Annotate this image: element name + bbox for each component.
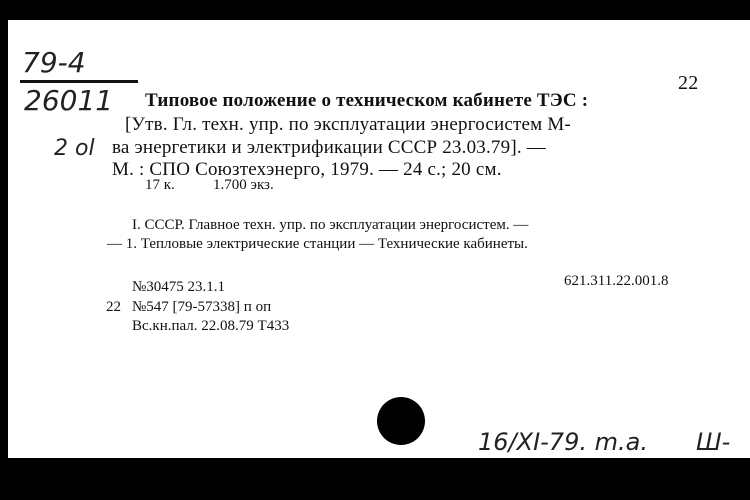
udc-number: 621.311.22.001.8: [564, 273, 669, 289]
entry-price: 17 к.: [145, 177, 175, 193]
entry-line-2: [Утв. Гл. техн. упр. по эксплуатации энергосистем М-: [125, 114, 571, 135]
footer-line-2-prefix: 22: [106, 299, 121, 315]
handwritten-code-bottom: 26011: [24, 84, 114, 117]
handwritten-underline: [20, 80, 138, 83]
card-number: 22: [678, 72, 699, 94]
tracing-line-1: I. СССР. Главное техн. упр. по эксплуатации энергосистем. —: [132, 217, 529, 233]
footer-line-2: №547 [79-57338] п оп: [132, 299, 272, 315]
entry-line-4: М. : СПО Союзтехэнерго, 1979. — 24 с.; 20 см.: [112, 159, 502, 180]
entry-title: Типовое положение о техническом кабинете ТЭС :: [145, 90, 589, 111]
handwritten-date: 16/XI-79. m.a.: [478, 428, 648, 456]
entry-copies: 1.700 экз.: [213, 177, 274, 193]
handwritten-margin-note: 2 ol: [54, 136, 95, 161]
footer-line-1: №30475 23.1.1: [132, 279, 226, 295]
tracing-line-2: — 1. Тепловые электрические станции — Технические кабинеты.: [107, 236, 528, 252]
punch-hole: [377, 397, 425, 445]
scan-border: [0, 458, 750, 500]
handwritten-code-top: 79-4: [22, 46, 86, 79]
handwritten-initials: Ш-: [696, 428, 731, 456]
footer-line-3: Вс.кн.пал. 22.08.79 Т433: [132, 318, 290, 334]
entry-line-3: ва энергетики и электрификации СССР 23.03.79]. —: [112, 137, 546, 158]
catalog-card: [8, 20, 750, 458]
